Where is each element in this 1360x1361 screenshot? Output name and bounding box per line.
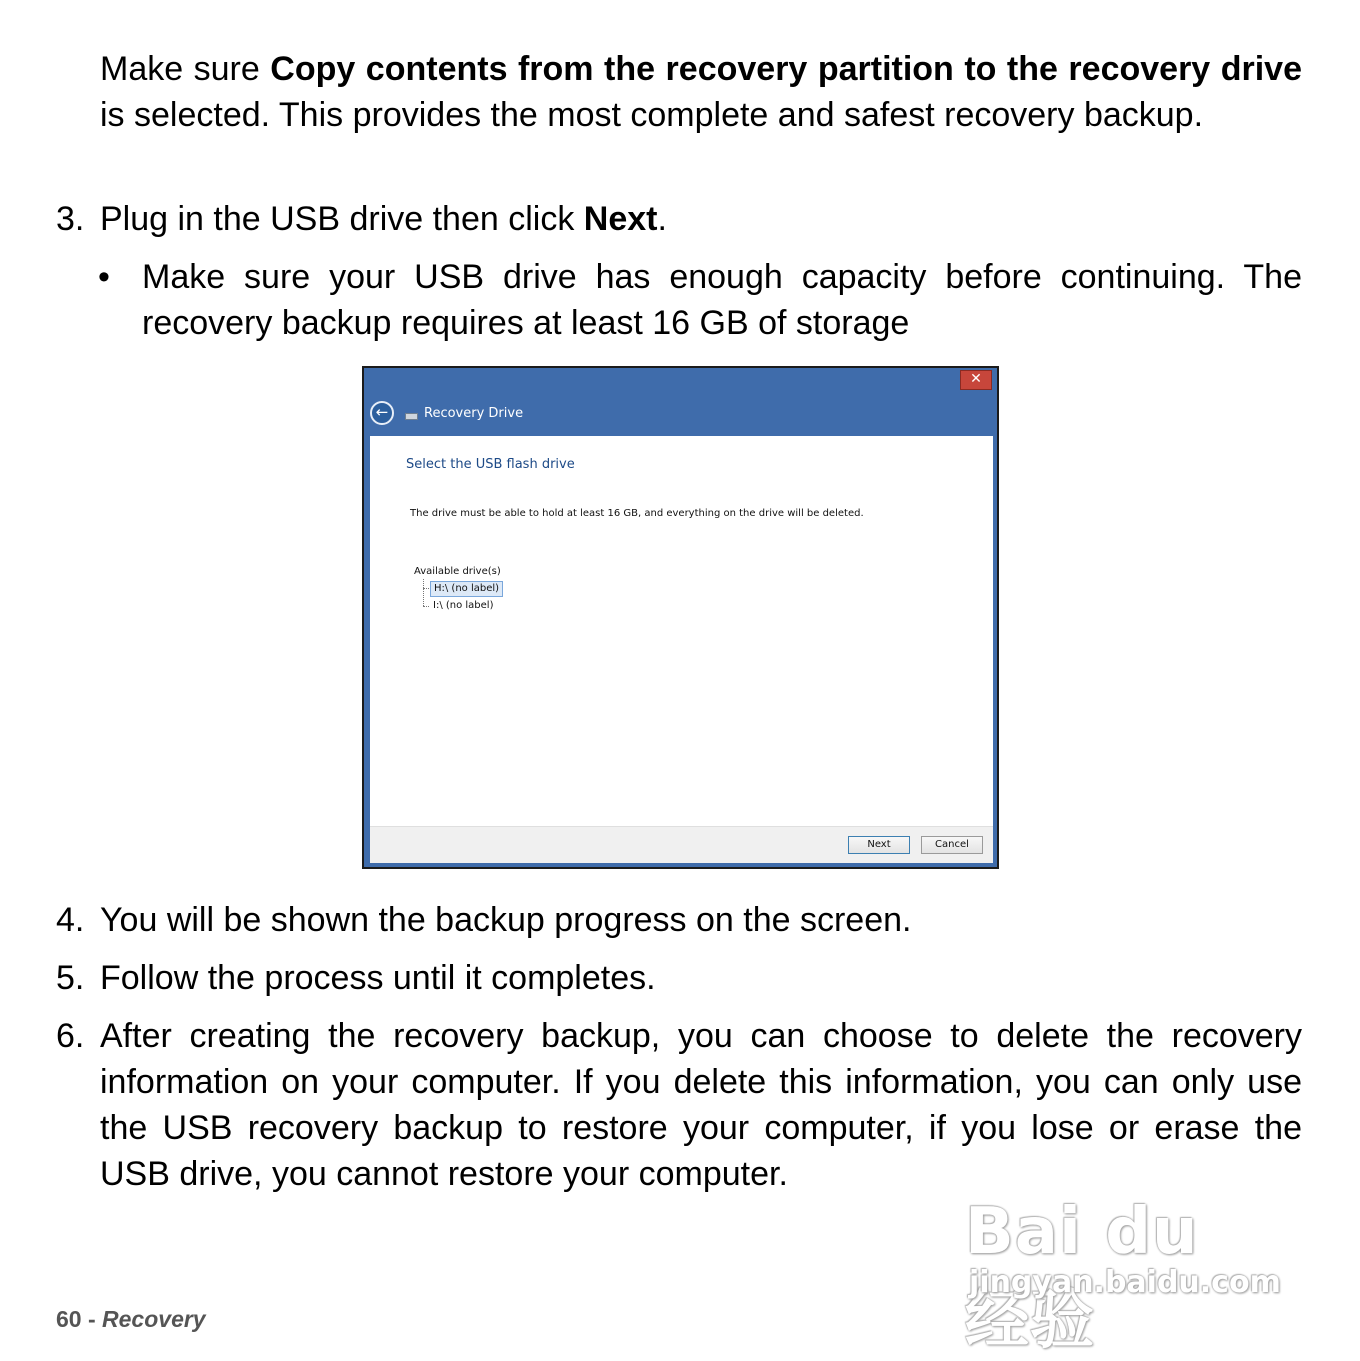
step3-pre: Plug in the USB drive then click: [100, 200, 584, 238]
page-footer: [56, 1306, 206, 1333]
watermark-sub: jingyan.baidu.com: [969, 1265, 1281, 1300]
close-icon[interactable]: ✕: [960, 370, 992, 390]
tree-line: [423, 588, 429, 589]
step6-text: After creating the recovery backup, you can choose to delete the recovery information on your computer. If you delete this information, you can only use the USB recovery backup to restore your computer, if you lose or erase the USB drive, you cannot restore your computer.: [100, 1017, 1302, 1193]
cancel-button[interactable]: Cancel: [921, 836, 983, 854]
available-drives-label: Available drive(s): [414, 566, 501, 577]
step3-number: 3.: [56, 200, 85, 238]
watermark-main: Bai du 经验: [965, 1195, 1199, 1358]
baidu-watermark: [965, 1195, 1281, 1358]
step6-number: 6.: [56, 1017, 85, 1055]
dialog-note: The drive must be able to hold at least 16 GB, and everything on the drive will be deleted.: [410, 508, 864, 519]
back-arrow-icon[interactable]: ←: [370, 401, 394, 425]
next-button[interactable]: Next: [848, 836, 910, 854]
step5-text: Follow the process until it completes.: [100, 959, 656, 997]
step3-post: .: [657, 200, 667, 238]
step5-number: 5.: [56, 959, 85, 997]
step4-number: 4.: [56, 901, 85, 939]
recovery-drive-dialog: [362, 366, 999, 869]
intro-pre: Make sure: [100, 50, 271, 88]
drive-item-i[interactable]: I:\ (no label): [433, 600, 494, 611]
drive-item-h[interactable]: H:\ (no label): [430, 581, 503, 597]
tree-line: [423, 606, 429, 607]
step3-bold: Next: [583, 200, 658, 238]
intro-paragraph: [100, 46, 1302, 138]
step3-text: [100, 196, 1302, 242]
page-number: 60 -: [56, 1306, 103, 1332]
dialog-title: Recovery Drive: [424, 406, 524, 421]
dialog-footer: [370, 826, 993, 863]
dialog-content: [370, 436, 993, 826]
section-name: Recovery: [102, 1306, 206, 1332]
intro-post: is selected. This provides the most complete and safest recovery backup.: [100, 96, 1204, 134]
bullet-text: Make sure your USB drive has enough capacity before continuing. The recovery backup requires at least 16 GB of storage: [142, 258, 1302, 342]
dialog-heading: Select the USB flash drive: [406, 457, 575, 472]
drive-icon: [405, 413, 418, 420]
tree-line: [423, 579, 424, 606]
intro-bold: Copy contents from the recovery partition to the recovery drive: [270, 50, 1302, 88]
step4-text: You will be shown the backup progress on the screen.: [100, 901, 912, 939]
bullet-symbol: •: [98, 258, 110, 296]
